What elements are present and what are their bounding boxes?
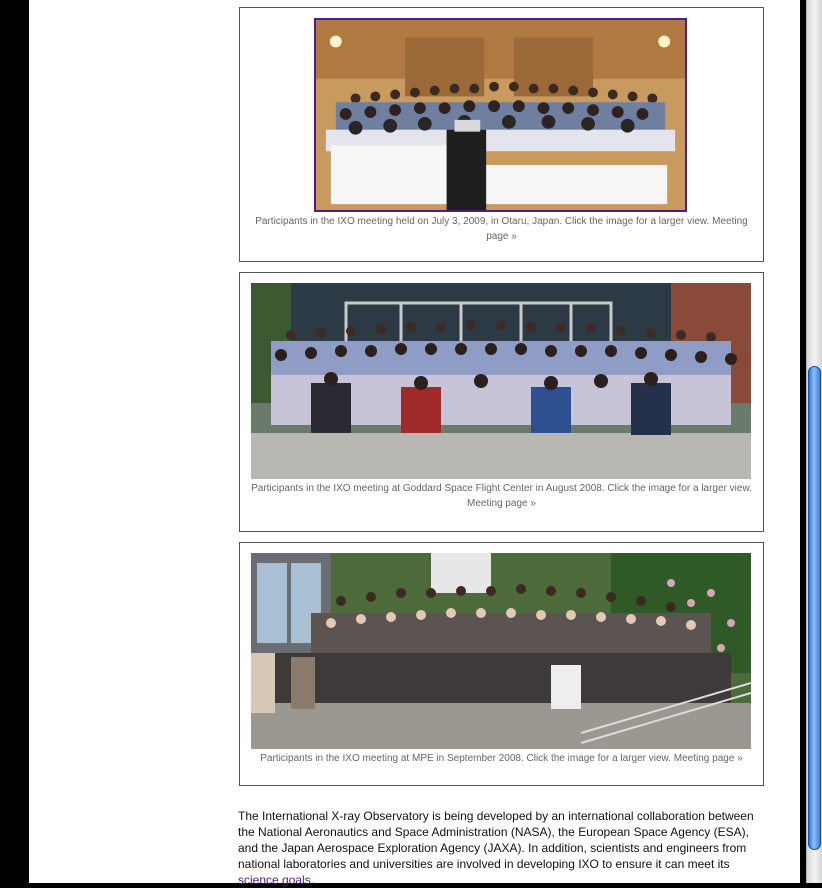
figure-mpe-meeting [239, 542, 764, 786]
intro-end: . [310, 873, 315, 887]
figure-caption[interactable]: Participants in the IXO meeting at MPE in September 2008. Click the image for a larger view. Meeting page » [260, 753, 743, 764]
goddard-group-photo[interactable] [251, 283, 751, 479]
otaru-group-photo[interactable] [314, 18, 687, 212]
figure-otaru-meeting [239, 7, 764, 262]
figure-goddard-meeting [239, 272, 764, 532]
figure-caption[interactable]: Participants in the IXO meeting at Goddard Space Flight Center in August 2008. Click the image for a larger view. Meeting page » [251, 483, 752, 509]
vertical-scrollbar-thumb[interactable] [808, 366, 821, 850]
intro-paragraph [238, 808, 762, 888]
figure-caption[interactable]: Participants in the IXO meeting held on July 3, 2009, in Otaru, Japan. Click the image for a larger view. Meeting page » [255, 216, 748, 242]
intro-text: The International X-ray Observatory is being developed by an international collaboration between the National Aeronautics and Space Administration (NASA), the European Space Agency (ESA), and the Japan Aerospace Exploration Agency (JAXA). In addition, scientists and engineers from national laboratories and universities are involved in developing IXO to ensure it can meet its [238, 809, 754, 871]
science-goals-link[interactable]: science goals [238, 873, 311, 887]
mpe-group-photo[interactable] [251, 553, 751, 749]
